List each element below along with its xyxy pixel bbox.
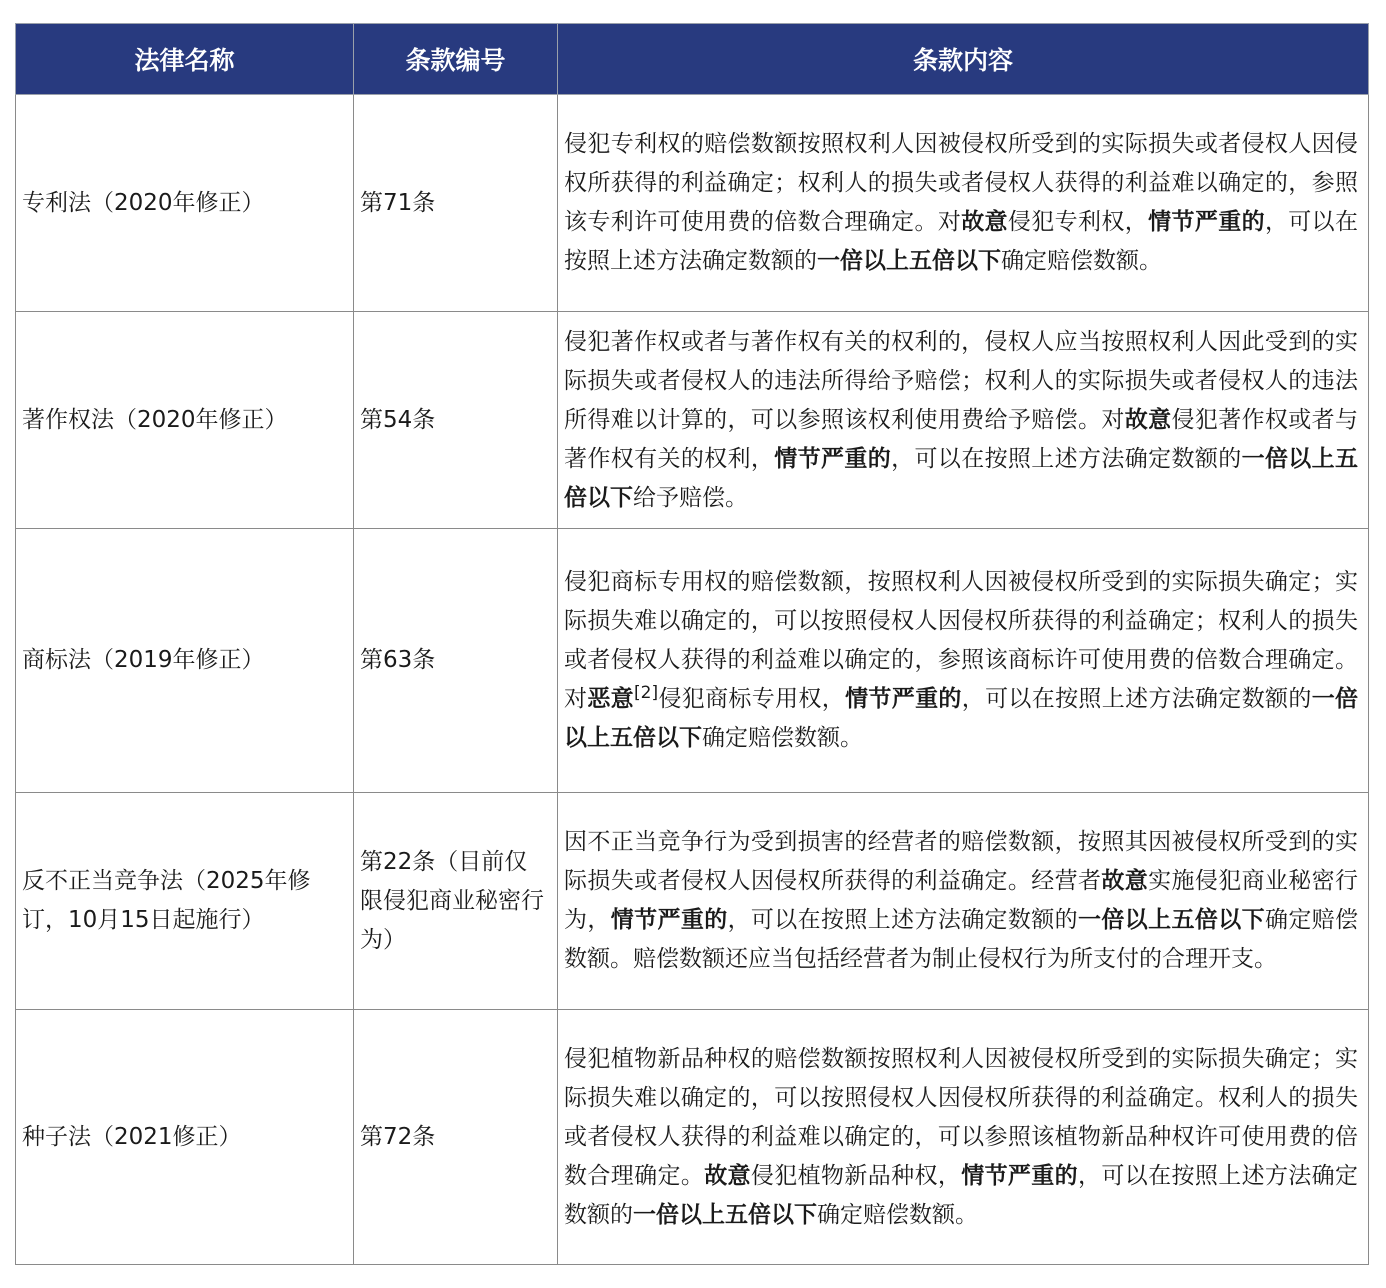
emphasis-text: 情节严重的 (845, 686, 962, 712)
article-no-cell: 第71条 (354, 95, 558, 312)
content-text: 侵犯著作权或者与著作权有关的权利， (564, 406, 1359, 472)
content-text: 确定赔偿数额。 (817, 1201, 978, 1228)
table-row (16, 1010, 1369, 1265)
content-text: 侵犯植物新品种权的赔偿数额按照权利人因被侵权所受到的实际损失确定；实际损失难以确定的，可以按照侵权人因侵权所获得的利益确定。权利人的损失或者侵权人获得的利益难以确定的，可以参照该植物新品种权许可使用费的倍数合理确定。 (564, 1045, 1358, 1189)
header-article-no: 条款编号 (354, 24, 558, 95)
article-no-cell: 第22条（目前仅限侵犯商业秘密行为） (354, 793, 558, 1010)
emphasis-text: 一倍以上五倍以下 (633, 1201, 817, 1228)
content-text: 因不正当竞争行为受到损害的经营者的赔偿数额，按照其因被侵权所受到的实际损失或者侵权人因侵权所获得的利益确定。经营者 (564, 829, 1358, 894)
emphasis-text: 一倍以上五倍以下 (564, 445, 1359, 511)
article-no-cell: 第72条 (354, 1010, 558, 1265)
emphasis-text: 故意 (704, 1162, 751, 1189)
content-text: ，可以在按照上述方法确定数额的 (564, 209, 1359, 274)
table-row (16, 95, 1369, 312)
article-content-cell (558, 312, 1369, 529)
content-text: 侵犯商标专用权的赔偿数额，按照权利人因被侵权所受到的实际损失确定；实际损失难以确定的，可以按照侵权人因侵权所获得的利益确定；权利人的损失或者侵权人获得的利益难以确定的，参照该商标许可使用费的倍数合理确定。对 (564, 569, 1358, 712)
content-text: 确定赔偿数额。赔偿数额还应当包括经营者为制止侵权行为所支付的合理开支。 (564, 907, 1359, 972)
content-text: 实施侵犯商业秘密行为， (564, 868, 1359, 933)
footnote-ref: [2] (634, 683, 659, 703)
article-content-cell (558, 793, 1369, 1010)
emphasis-text: 一倍以上五倍以下 (817, 248, 1001, 274)
content-text: ，可以在按照上述方法确定数额的 (564, 1162, 1359, 1228)
content-text: ，可以在按照上述方法确定数额的 (891, 445, 1242, 472)
emphasis-text: 恶意 (587, 686, 635, 712)
emphasis-text: 情节严重的 (610, 907, 728, 933)
header-article-content: 条款内容 (558, 24, 1369, 95)
content-text: 给予赔偿。 (633, 484, 748, 511)
content-text: 侵犯专利权， (1007, 209, 1149, 235)
content-text: 侵犯商标专用权， (658, 686, 846, 712)
emphasis-text: 故意 (1124, 406, 1172, 433)
law-comparison-table (15, 23, 1369, 1265)
table-row (16, 529, 1369, 793)
article-no-cell: 第54条 (354, 312, 558, 529)
emphasis-text: 一倍以上五倍以下 (564, 686, 1359, 751)
law-name-cell: 反不正当竞争法（2025年修订，10月15日起施行） (16, 793, 354, 1010)
article-content-cell (558, 95, 1369, 312)
table-header-row (16, 24, 1369, 95)
law-table-container (15, 23, 1368, 1265)
table-row (16, 312, 1369, 529)
content-text: 侵犯著作权或者与著作权有关的权利的，侵权人应当按照权利人因此受到的实际损失或者侵权人的违法所得给予赔偿；权利人的实际损失或者侵权人的违法所得难以计算的，可以参照该权利使用费给予赔偿。对 (564, 328, 1358, 433)
emphasis-text: 情节严重的 (961, 1162, 1079, 1189)
content-text: ，可以在按照上述方法确定数额的 (961, 686, 1312, 712)
emphasis-text: 故意 (961, 209, 1008, 235)
article-content-cell (558, 1010, 1369, 1265)
content-text: 确定赔偿数额。 (1001, 248, 1162, 274)
header-law-name: 法律名称 (16, 24, 354, 95)
law-name-cell: 商标法（2019年修正） (16, 529, 354, 793)
emphasis-text: 故意 (1101, 868, 1149, 894)
law-name-cell: 著作权法（2020年修正） (16, 312, 354, 529)
table-row (16, 793, 1369, 1010)
content-text: 确定赔偿数额。 (702, 725, 863, 751)
emphasis-text: 一倍以上五倍以下 (1078, 907, 1265, 933)
article-no-cell: 第63条 (354, 529, 558, 793)
law-name-cell: 专利法（2020年修正） (16, 95, 354, 312)
content-text: 侵犯植物新品种权， (750, 1162, 962, 1189)
law-name-cell: 种子法（2021修正） (16, 1010, 354, 1265)
content-text: ，可以在按照上述方法确定数额的 (727, 907, 1079, 933)
article-content-cell (558, 529, 1369, 793)
content-text: 侵犯专利权的赔偿数额按照权利人因被侵权所受到的实际损失或者侵权人因侵权所获得的利益确定；权利人的损失或者侵权人获得的利益难以确定的，参照该专利许可使用费的倍数合理确定。对 (564, 131, 1358, 235)
emphasis-text: 情节严重的 (774, 445, 892, 472)
emphasis-text: 情节严重的 (1148, 209, 1265, 235)
